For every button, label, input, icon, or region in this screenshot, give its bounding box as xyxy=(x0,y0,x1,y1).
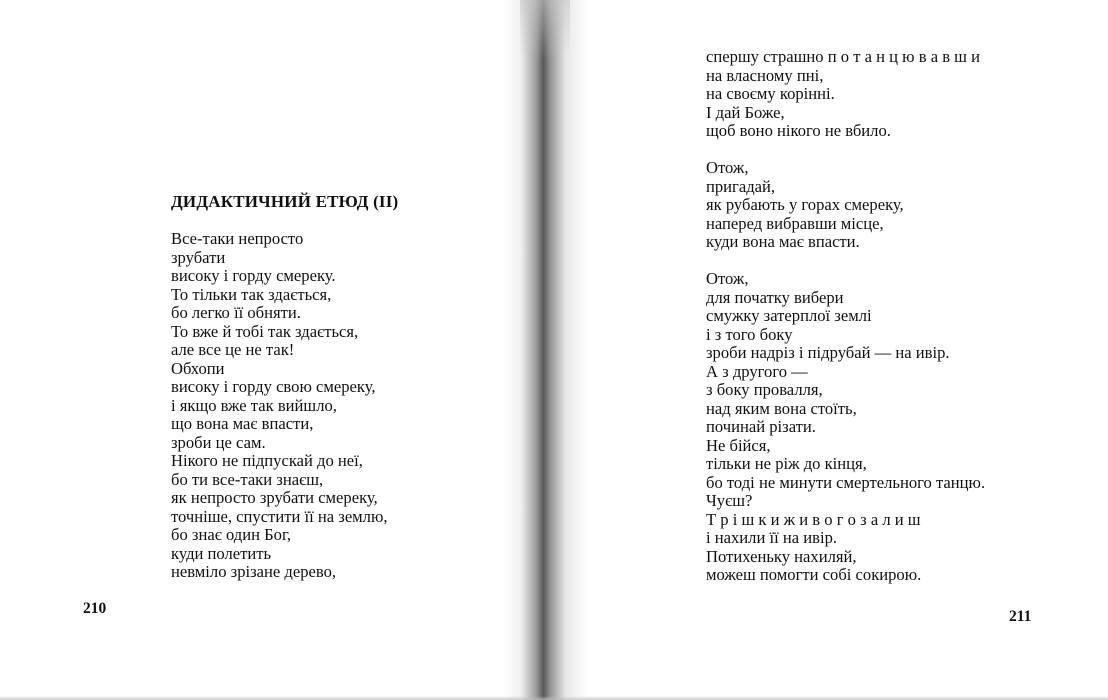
poem-line: як непросто зрубати смереку, xyxy=(171,488,378,507)
poem-line: Отож, xyxy=(706,269,749,288)
poem-line: То тільки так здається, xyxy=(171,284,332,304)
poem-line: Не бійся, xyxy=(706,435,771,455)
left-poem-lines xyxy=(171,230,388,582)
poem-line: А з другого — xyxy=(706,361,808,381)
poem-line: бо знає один Бог, xyxy=(171,525,292,544)
poem-line: І дай Боже, xyxy=(706,102,785,122)
right-page xyxy=(588,0,1108,700)
poem-line: але все це не так! xyxy=(171,340,295,359)
page-number-right: 211 xyxy=(1009,608,1032,625)
poem-line: То вже й тобі так здається, xyxy=(171,321,359,341)
poem-line: Обхопи xyxy=(171,358,225,378)
left-page xyxy=(0,0,502,700)
poem-line: смужку затерплої землі xyxy=(706,306,872,325)
poem-line: як рубають у горах смереку, xyxy=(706,195,904,214)
poem-line: Потихеньку нахиляй, xyxy=(706,546,857,566)
gutter-top-shade xyxy=(520,0,570,60)
poem-title: ДИДАКТИЧНИЙ ЕТЮД (II) xyxy=(171,192,399,211)
poem-line: тільки не ріж до кінця, xyxy=(706,454,867,473)
poem-line: Нікого не підпускай до неї, xyxy=(171,451,363,470)
poem-line: що вона має впасти, xyxy=(171,414,314,433)
poem-line: зрубати xyxy=(171,247,226,267)
poem-line: починай різати. xyxy=(706,417,816,436)
page-number-left: 210 xyxy=(83,600,107,617)
poem-line: з боку провалля, xyxy=(706,380,823,399)
poem-line: і з того боку xyxy=(706,324,793,344)
stanza-break xyxy=(706,252,985,271)
poem-line: над яким вона стоїть, xyxy=(706,398,857,418)
poem-line: високу і горду свою смереку, xyxy=(171,377,376,396)
poem-line: на власному пні, xyxy=(706,65,824,85)
poem-line: високу і горду смереку. xyxy=(171,266,336,285)
poem-line: куди вона має впасти. xyxy=(706,232,860,251)
stanza-break xyxy=(706,141,985,160)
poem-line: спершу страшно п о т а н ц ю в а в ш и xyxy=(706,47,980,66)
poem-line: невміло зрізане дерево, xyxy=(171,562,337,581)
poem-line: можеш помогти собі сокирою. xyxy=(706,565,922,584)
poem-line: наперед вибравши місце, xyxy=(706,213,884,233)
poem-line: і якщо вже так вийшло, xyxy=(171,395,337,415)
poem-line: Т р і ш к и ж и в о г о з а л и ш xyxy=(706,509,921,529)
poem-line: пригадай, xyxy=(706,176,776,196)
poem-line: куди полетить xyxy=(171,543,272,563)
poem-line: зроби це сам. xyxy=(171,432,266,452)
poem-line: Отож, xyxy=(706,158,749,177)
poem-line: бо тоді не минути смертельного танцю. xyxy=(706,472,986,492)
poem-line: і нахили її на ивір. xyxy=(706,528,838,547)
poem-line: зроби надріз і підрубай — на ивір. xyxy=(706,343,950,362)
poem-line: Все-таки непросто xyxy=(171,229,304,248)
book-gutter-shadow xyxy=(502,0,588,700)
right-poem-lines xyxy=(706,48,985,585)
poem-line: бо легко її обняти. xyxy=(171,303,301,322)
poem-line: Чуєш? xyxy=(706,491,753,510)
poem-line: для початку вибери xyxy=(706,287,844,307)
poem-line: щоб воно нікого не вбило. xyxy=(706,121,891,140)
poem-line: бо ти все-таки знаєш, xyxy=(171,469,324,489)
poem-line: точніше, спустити її на землю, xyxy=(171,506,388,526)
poem-line: на своєму корінні. xyxy=(706,84,835,103)
